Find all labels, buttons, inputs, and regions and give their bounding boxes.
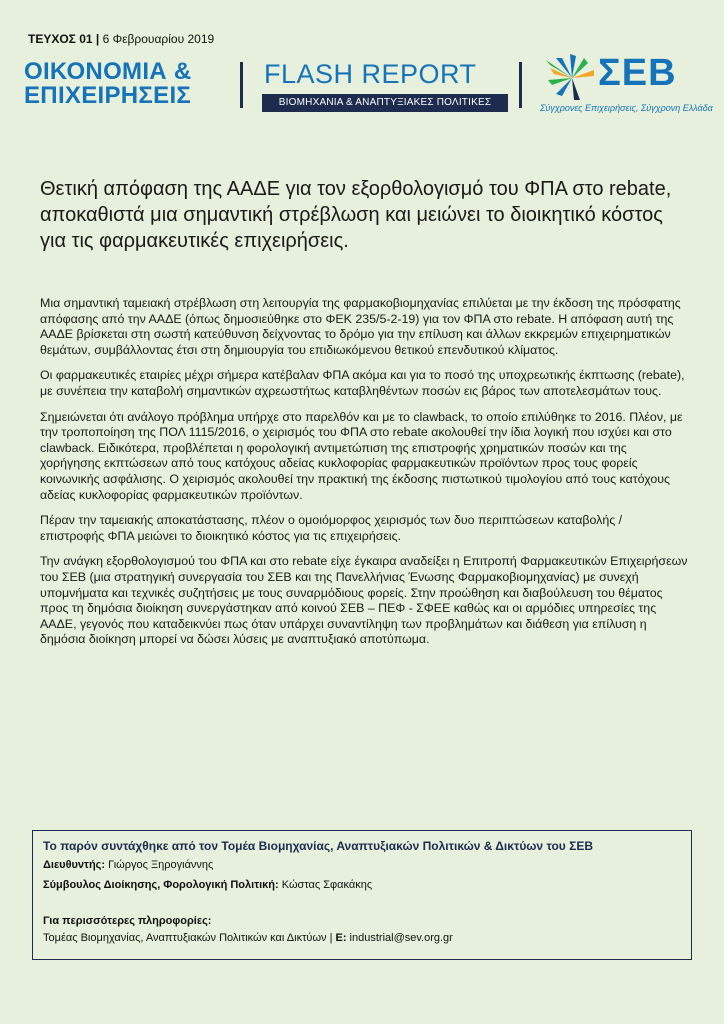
paragraph: Πέραν την ταμειακής αποκατάστασης, πλέον ο ομοιόμορφος χειρισμός των δυο περιπτώσεων καταβολής / επιστροφής ΦΠΑ μειώνει το διοικητικό κόστος για τις επιχειρήσεις. xyxy=(40,513,623,543)
flash-report-subtitle: ΒΙΟΜΗΧΑΝΙΑ & ΑΝΑΠΤΥΞΙΑΚΕΣ ΠΟΛΙΤΙΚΕΣ xyxy=(262,94,508,112)
info-label-line xyxy=(43,915,211,927)
issue-separator: | xyxy=(92,32,103,46)
section-title-line1: ΟΙΚΟΝΟΜΙΑ & xyxy=(24,58,192,85)
paragraph: Οι φαρμακευτικές εταιρίες μέχρι σήμερα κατέβαλαν ΦΠΑ ακόμα και για το ποσό της υποχρεωτικής έκπτωσης (rebate), με συνέπεια την καταβολή σημαντικών αχρεωστήτως καταβληθέντων ποσών εις βάρος των αποτελεσμάτων τους. xyxy=(40,368,685,398)
issue-label: ΤΕΥΧΟΣ 01 xyxy=(28,32,93,46)
divider-left xyxy=(240,62,243,108)
info-label: Για περισσότερες πληροφορίες: xyxy=(43,915,212,927)
advisor-line xyxy=(43,879,372,891)
flash-report-title: FLASH REPORT xyxy=(264,59,477,89)
section-title-line2: ΕΠΙΧΕΙΡΗΣΕΙΣ xyxy=(24,82,192,109)
email-label: E: xyxy=(335,932,347,944)
paragraph: Την ανάγκη εξορθολογισμού του ΦΠΑ και στο rebate είχε έγκαιρα αναδείξει η Επιτροπή Φαρμακευτικών Επιχειρήσεων του ΣΕΒ (μια στρατηγική συνεργασία του ΣΕΒ και της Πανελλήνιας Ένωσης Φαρμακοβιομηχανίας) με συνεχή υπομνήματα και τεχνικές συζητήσεις με τους συναρμόδιους φορείς. Στην προώθηση και διαβούλευση του θέματος προς τη δημόσια διοίκηση συνεργάστηκαν από κοινού ΣΕΒ – ΠΕΦ - ΣΦΕΕ καθώς και οι αρμόδιες υπηρεσίες της ΑΑΔΕ, γεγονός που καταδεικνύει πως όταν υπάρχει συναντίληψη των προβλημάτων και διάθεση για επίλυση η δημόσια διοίκηση μπορεί να δώσει λύσεις με αναπτυξιακό αποτύπωμα. xyxy=(40,554,688,647)
advisor-label: Σύμβουλος Διοίκησης, Φορολογική Πολιτική: xyxy=(43,879,279,891)
director-label: Διευθυντής: xyxy=(43,859,106,871)
email-link[interactable]: industrial@sev.org.gr xyxy=(346,932,453,944)
sev-logo-text: ΣΕΒ xyxy=(598,52,677,94)
sev-logo-tagline: Σύγχρονες Επιχειρήσεις, Σύγχρονη Ελλάδα xyxy=(540,103,713,113)
divider-right xyxy=(519,62,522,108)
article-headline: Θετική απόφαση της ΑΑΔΕ για τον εξορθολογισμό του ΦΠΑ στο rebate, αποκαθιστά μια σημαντική στρέβλωση και μειώνει το διοικητικό κόστος για τις φαρμακευτικές επιχειρήσεις. xyxy=(40,178,672,252)
director-name: Γιώργος Ξηρογιάννης xyxy=(105,859,214,871)
info-line xyxy=(43,932,453,944)
issue-line xyxy=(28,32,214,46)
info-department: Τομέας Βιομηχανίας, Αναπτυξιακών Πολιτικών και Δικτύων | xyxy=(43,932,336,944)
contact-box xyxy=(32,830,692,960)
paragraph: Σημειώνεται ότι ανάλογο πρόβλημα υπήρχε στο παρελθόν και με το clawback, το οποίο επιλύθηκε το 2016. Πλέον, με την τροποποίηση της ΠΟΛ 1115/2016, ο χειρισμός του ΦΠΑ στο rebate ακολουθεί την ίδια λογική που ισχύει και στο clawback. Ειδικότερα, προβλέπεται η φορολογική αντιμετώπιση της επιστροφής χρηματικών ποσών και της χορήγησης εκπτώσεων από τους κατόχους αδείας κυκλοφορίας φαρμακευτικών προϊόντων προς τους φορείς κοινωνικής ασφάλισης. Ο χειρισμός ακολουθεί την πρακτική της έκδοσης πιστωτικού τιμολογίου από τους κατόχους αδείας κυκλοφορίας φαρμακευτικών προϊόντων. xyxy=(40,409,683,502)
issue-date: 6 Φεβρουαρίου 2019 xyxy=(102,32,215,46)
section-title xyxy=(24,60,192,108)
contact-box-title: Το παρόν συντάχθηκε από τον Τομέα Βιομηχανίας, Αναπτυξιακών Πολιτικών & Δικτύων του ΣΕΒ xyxy=(43,839,593,853)
article-body xyxy=(40,296,688,658)
paragraph: Μια σημαντική ταμειακή στρέβλωση στη λειτουργία της φαρμακοβιομηχανίας επιλύεται με την έκδοση της πρόσφατης απόφασης από την ΑΑΔΕ (όπως δημοσιεύθηκε στο ΦΕΚ 235/5-2-19) για τον ΦΠΑ στο rebate. Η απόφαση αυτή της ΑΑΔΕ βρίσκεται στη σωστή κατεύθυνση δείχνοντας το δρόμο για την επίλυση και άλλων εκκρεμών επιχειρηματικών θεμάτων, συμβάλλοντας έτσι στη δημιουργία του επιδιωκόμενου θετικού επενδυτικού κλίματος. xyxy=(40,296,681,357)
director-line xyxy=(43,859,213,871)
advisor-name: Κώστας Σφακάκης xyxy=(278,879,373,891)
